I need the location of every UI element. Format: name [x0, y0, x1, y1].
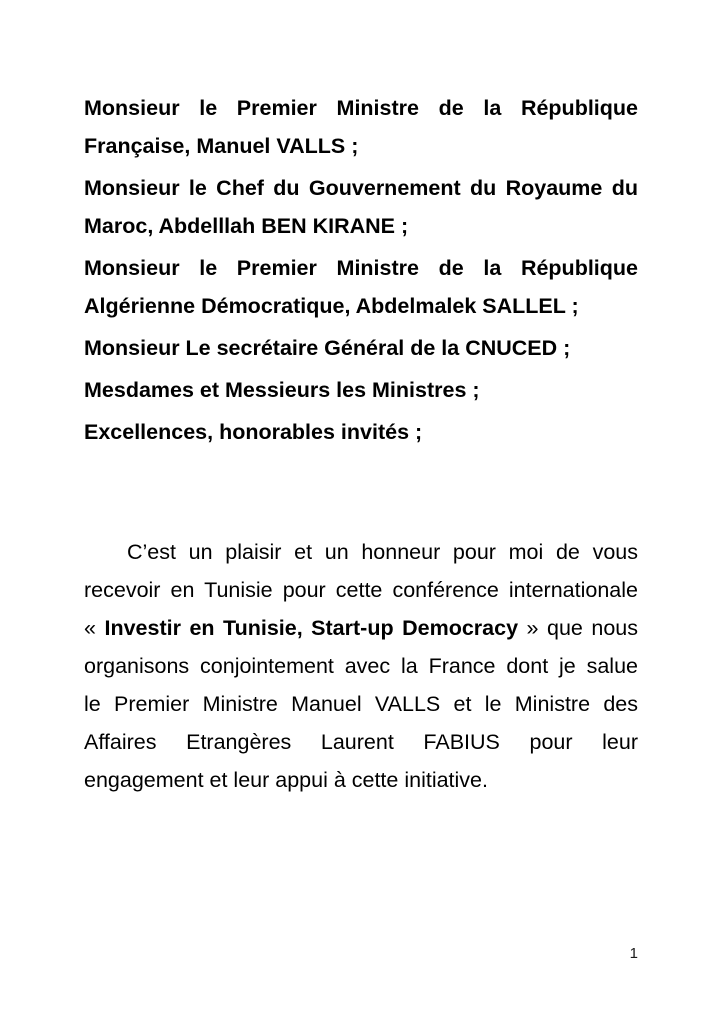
text-line: [84, 723, 638, 761]
text-segment: C’est un plaisir et un honneur pour moi de vous: [127, 540, 638, 564]
text-segment: recevoir en Tunisie pour cette conférence internationale: [84, 578, 638, 602]
document-content: [84, 89, 638, 803]
page-footer: [630, 946, 638, 962]
text-segment: Mesdames et Messieurs les Ministres ;: [84, 378, 480, 402]
page-number: 1: [629, 945, 638, 962]
text-line: [84, 647, 638, 685]
text-line: [84, 571, 638, 609]
text-segment: Algérienne Démocratique, Abdelmalek SALLEL ;: [84, 294, 579, 318]
text-segment: «: [84, 616, 105, 640]
text-line: [84, 249, 638, 287]
text-segment: » que nous: [518, 616, 638, 640]
salutation-paragraph: [84, 413, 638, 451]
text-line: [84, 371, 638, 409]
text-line: [84, 413, 638, 451]
text-segment: Affaires Etrangères Laurent FABIUS pour leur: [84, 730, 638, 754]
text-line: [84, 207, 638, 245]
salutation-paragraph: [84, 249, 638, 325]
text-segment: Monsieur Le secrétaire Général de la CNUCED ;: [84, 336, 571, 360]
text-line: [84, 533, 638, 571]
text-line: [84, 89, 638, 127]
body-paragraph: [84, 533, 638, 799]
text-line: [84, 761, 638, 799]
text-segment: organisons conjointement avec la France dont je salue: [84, 654, 638, 678]
text-segment: engagement et leur appui à cette initiative.: [84, 768, 488, 792]
text-line: [84, 329, 638, 367]
text-line: [84, 287, 638, 325]
text-segment: Maroc, Abdelllah BEN KIRANE ;: [84, 214, 409, 238]
text-segment: Monsieur le Premier Ministre de la République: [84, 256, 638, 280]
text-line: [84, 127, 638, 165]
text-segment: Excellences, honorables invités ;: [84, 420, 423, 444]
text-segment: Monsieur le Chef du Gouvernement du Royaume du: [84, 176, 638, 200]
salutation-paragraph: [84, 89, 638, 165]
text-line: [84, 169, 638, 207]
text-segment: Française, Manuel VALLS ;: [84, 134, 359, 158]
text-segment: le Premier Ministre Manuel VALLS et le Ministre des: [84, 692, 638, 716]
text-line: [84, 685, 638, 723]
text-segment: Investir en Tunisie, Start-up Democracy: [104, 616, 519, 640]
salutation-paragraph: [84, 329, 638, 367]
text-line: [84, 609, 638, 647]
salutation-paragraph: [84, 169, 638, 245]
salutation-paragraph: [84, 371, 638, 409]
text-segment: Monsieur le Premier Ministre de la République: [84, 96, 638, 120]
